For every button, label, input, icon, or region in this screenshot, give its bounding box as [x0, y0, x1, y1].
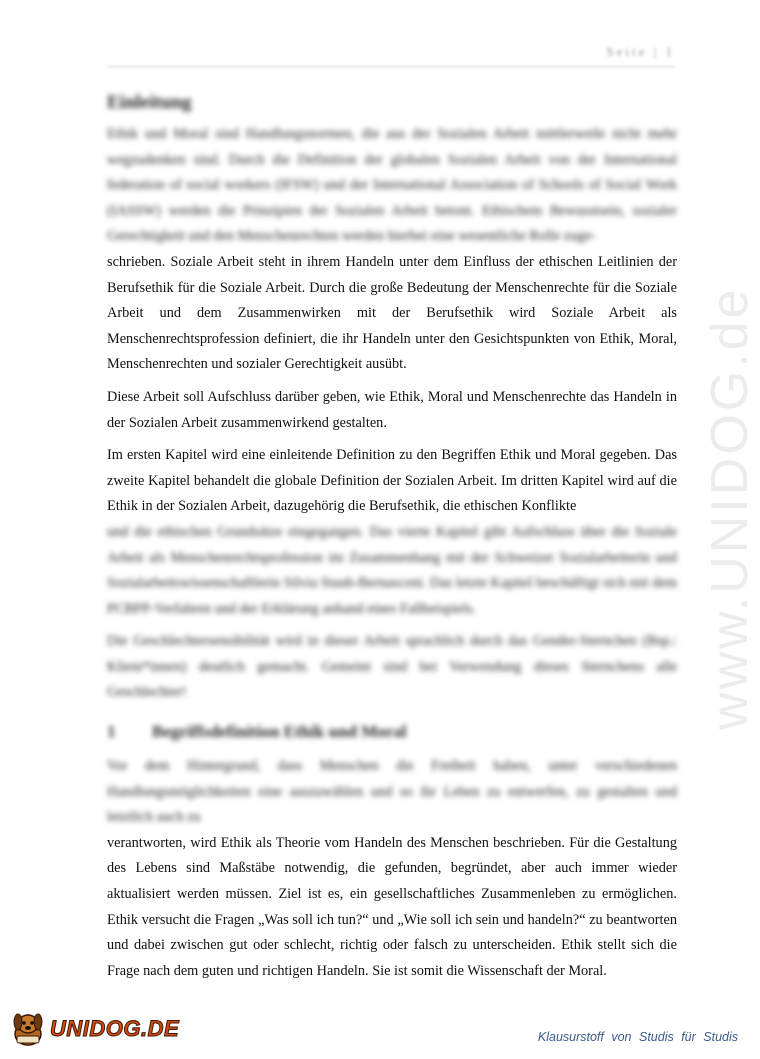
page-number-header: Seite | 1	[606, 44, 675, 59]
chapter-1-paragraph	[107, 754, 677, 984]
chapter-1-number: 1	[107, 722, 116, 742]
intro-paragraph-3	[107, 443, 677, 622]
footer-tagline: Klausurstoff von Studis für Studis	[537, 1030, 738, 1044]
unidog-logo[interactable]	[8, 1010, 179, 1048]
chapter-1-heading	[107, 720, 677, 744]
logo-text: UNIDOG.DE	[50, 1016, 180, 1041]
intro-paragraph-1-clear: schrieben. Soziale Arbeit steht in ihrem Handeln unter dem Einfluss der ethischen Leitlinien der Berufsethik für die Soziale Arbeit. Durch die große Bedeutung der Menschenrechte für die Soziale Arbeit und dem Zusammenwirken mit der Berufsethik wird Soziale Arbeit als Menschenrechtsprofession definiert, die ihr Handeln unter den Gesichtspunkten von Ethik, Moral, Menschenrechten und sozialer Gerechtigkeit ausübt.	[107, 253, 677, 373]
chapter-1-paragraph-clear: verantworten, wird Ethik als Theorie vom Handeln des Menschen beschrieben. Für die Gestaltung des Lebens sind Maßstäbe notwendig, die gefunden, begründet, aber auch immer wieder aktualisiert werden müssen. Ziel ist es, ein gesellschaftliches Zusammenleben zu ermöglichen. Ethik versucht die Fragen „Was soll ich tun?“ und „Wie soll ich sein und handeln?“ zu beantworten und dabei zwischen gut oder schlecht, richtig oder falsch zu unterscheiden. Ethik stellt sich die Frage nach dem guten und richtigen Handeln. Sie ist somit die Wissenschaft der Moral.	[107, 834, 677, 979]
intro-paragraph-3-clear: Im ersten Kapitel wird eine einleitende Definition zu den Begriffen Ethik und Moral gegeben. Das zweite Kapitel behandelt die globale Definition der Sozialen Arbeit. Im dritten Kapitel wird auf die Ethik in der Sozialen Arbeit, dazugehörig die Berufsethik, die ethischen Konflikte	[107, 447, 677, 515]
intro-paragraph-2: Diese Arbeit soll Aufschluss darüber geben, wie Ethik, Moral und Menschenrechte das Handeln in der Sozialen Arbeit zusammenwirkend gestalten.	[107, 388, 677, 431]
header-rule	[107, 66, 675, 67]
dog-mascot-icon	[8, 1010, 48, 1048]
chapter-1-title: Begriffsdefinition Ethik und Moral	[152, 722, 407, 742]
watermark: www.UNIDOG.de	[701, 286, 759, 730]
intro-paragraph-4: Die Geschlechtersensibilität wird in dieser Arbeit sprachlich durch das Gender-Sternchen (Bsp.: Klient*innen) deutlich gemacht. Gemeint sind bei Verwendung dieses Sternchens alle Geschlechter!	[107, 633, 677, 701]
intro-paragraph-3-blurred: und die ethischen Grundsätze eingegangen. Das vierte Kapitel gibt Aufschluss über die Soziale Arbeit als Menschenrechtsprofession im Zusammenhang mit der Schweizer Sozialarbeiterin und Sozialarbeitswissenschaftlerin Silvia Staub-Bernasconi. Das letzte Kapitel beschäftigt sich mit dem PCBPP-Verfahren und der Erklärung anhand eines Fallbeispiels.	[107, 523, 677, 617]
page-content	[107, 90, 677, 991]
section-heading-einleitung: Einleitung	[107, 92, 192, 113]
chapter-1-paragraph-blurred: Vor dem Hintergrund, dass Menschen die Freiheit haben, unter verschiedenen Handlungsmöglichkeiten eine auszuwählen und so ihr Leben zu entwerfen, zu gestalten und letztlich auch zu	[107, 758, 677, 826]
intro-paragraph-1-blurred: Ethik und Moral sind Handlungsnormen, die aus der Sozialen Arbeit mittlerweile nicht mehr wegzudenken sind. Durch die Definition der globalen Sozialen Arbeit von der International federation of social workers (IFSW) und der International Association of Schools of Social Work (IASSW) werden die Prinzipien der Sozialen Arbeit betont. Ethischem Bewusstsein, sozialer Gerechtigkeit und den Menschenrechten werden hierbei eine wesentliche Rolle zuge-	[107, 126, 677, 245]
intro-paragraph-1	[107, 122, 677, 378]
